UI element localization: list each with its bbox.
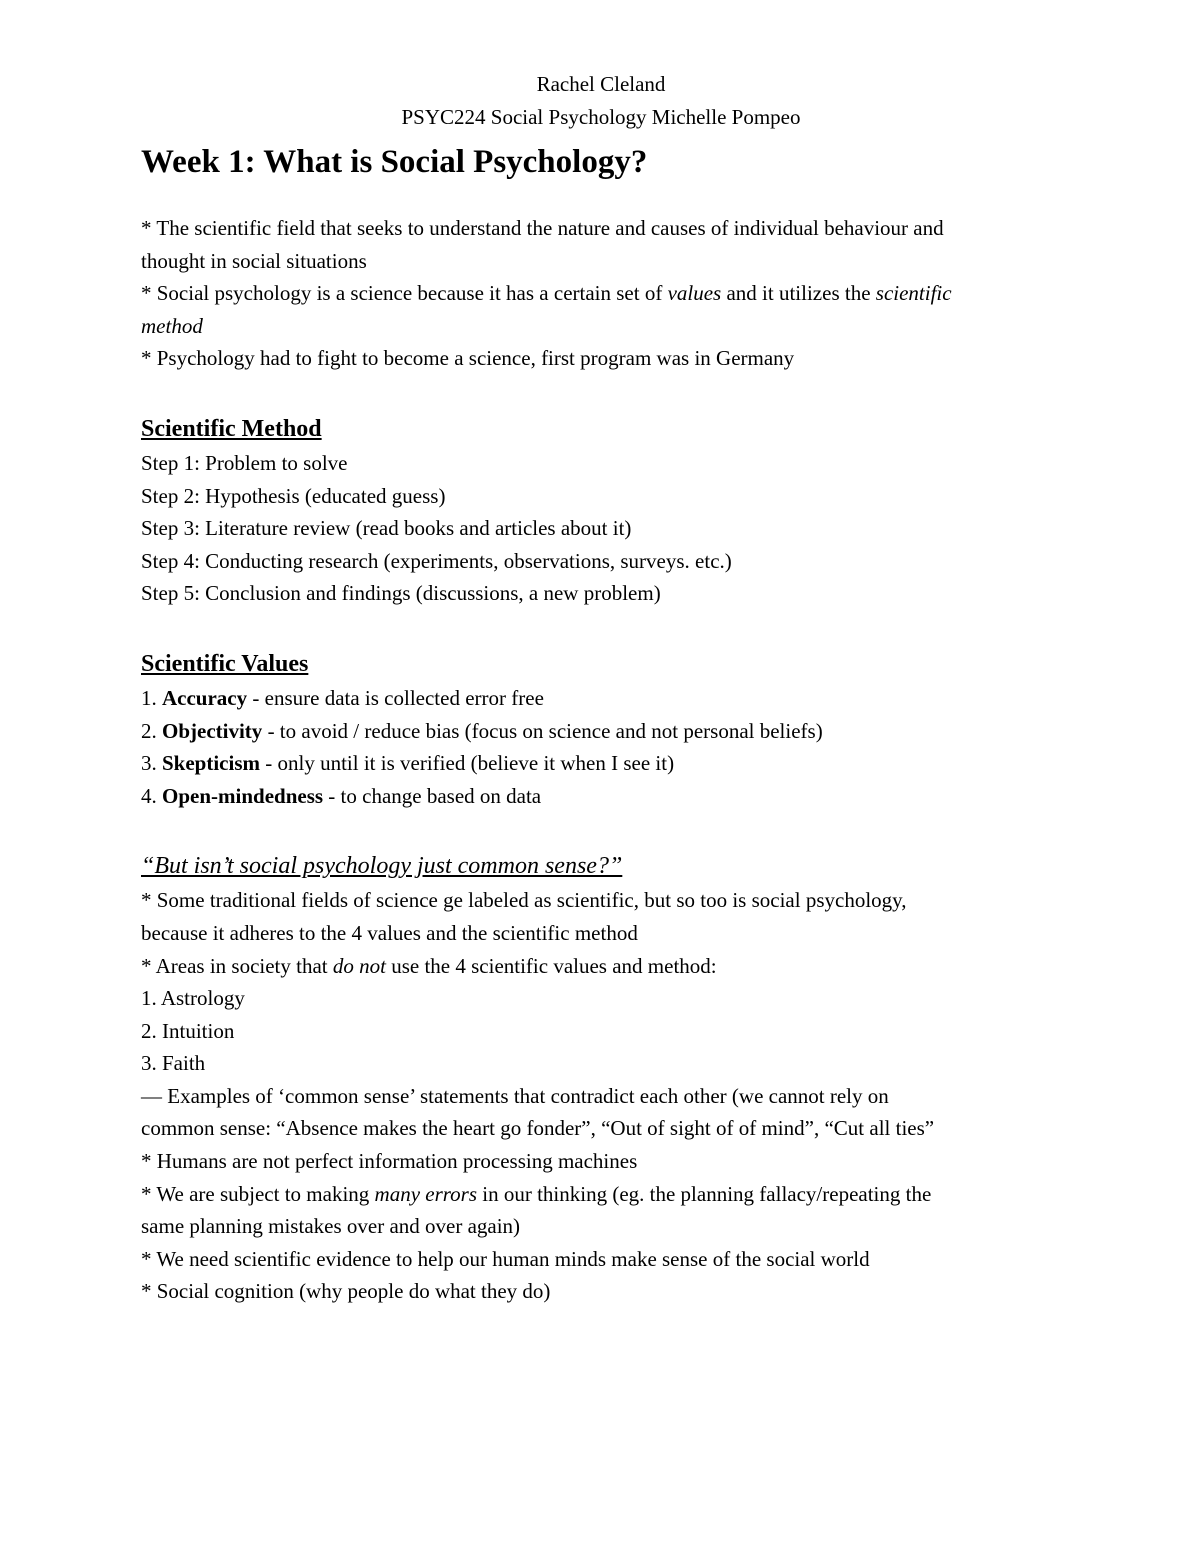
intro-values-emphasis: values bbox=[667, 281, 722, 306]
common-sense-line-10 bbox=[141, 1178, 1061, 1211]
scientific-values-heading: Scientific Values bbox=[141, 650, 309, 677]
common-sense-line-3-c: use the 4 scientific values and method: bbox=[385, 953, 717, 978]
common-sense-line-10-c: in our thinking (eg. the planning fallacy/repeating the bbox=[477, 1181, 932, 1206]
common-sense-line-2: because it adheres to the 4 values and the scientific method bbox=[141, 920, 638, 945]
common-sense-section bbox=[141, 848, 1061, 1308]
author-name: Rachel Cleland bbox=[536, 72, 666, 96]
intro-line-3 bbox=[141, 277, 1061, 310]
intro-line-3-c: and it utilizes the bbox=[721, 281, 876, 306]
value-item bbox=[141, 682, 1061, 715]
value-term: Objectivity bbox=[162, 718, 263, 743]
common-sense-line-1: * Some traditional fields of science ge labeled as scientific, but so too is social psychology, bbox=[141, 888, 907, 913]
value-number: 4. bbox=[141, 783, 162, 808]
method-step-5: Step 5: Conclusion and findings (discussions, a new problem) bbox=[141, 581, 661, 606]
intro-line-5: * Psychology had to fight to become a science, first program was in Germany bbox=[141, 346, 795, 371]
page-title: Week 1: What is Social Psychology? bbox=[141, 144, 648, 180]
scientific-method-section bbox=[141, 411, 1061, 610]
common-sense-line-10-a: * We are subject to making bbox=[141, 1181, 375, 1206]
common-sense-line-12: * We need scientific evidence to help our human minds make sense of the social world bbox=[141, 1246, 870, 1271]
value-description: - ensure data is collected error free bbox=[247, 685, 544, 710]
intro-line-1: * The scientific field that seeks to understand the nature and causes of individual behaviour and bbox=[141, 216, 944, 240]
value-number: 3. bbox=[141, 751, 162, 776]
value-description: - only until it is verified (believe it when I see it) bbox=[260, 751, 675, 776]
intro-section bbox=[141, 212, 1061, 375]
value-item bbox=[141, 780, 1061, 813]
common-sense-line-13: * Social cognition (why people do what they do) bbox=[141, 1279, 551, 1304]
common-sense-line-9: * Humans are not perfect information processing machines bbox=[141, 1149, 638, 1174]
do-not-emphasis: do not bbox=[332, 953, 386, 978]
many-errors-emphasis: many errors bbox=[374, 1181, 477, 1206]
value-description: - to change based on data bbox=[323, 783, 542, 808]
intro-line-4 bbox=[141, 310, 1061, 343]
value-description: - to avoid / reduce bias (focus on science and not personal beliefs) bbox=[262, 718, 823, 743]
common-sense-line-3-a: * Areas in society that bbox=[141, 953, 333, 978]
common-sense-line-7: — Examples of ‘common sense’ statements that contradict each other (we cannot rely on bbox=[141, 1083, 889, 1108]
intro-scientific-emphasis: scientific bbox=[875, 281, 952, 306]
value-item bbox=[141, 747, 1061, 780]
document-page bbox=[141, 68, 1061, 1308]
intro-line-3-a: * Social psychology is a science because it has a certain set of bbox=[141, 281, 668, 306]
intro-method-emphasis: method bbox=[141, 313, 203, 338]
value-term: Accuracy bbox=[162, 685, 248, 710]
common-sense-line-8: common sense: “Absence makes the heart go fonder”, “Out of sight of of mind”, “Cut all ties” bbox=[141, 1116, 935, 1141]
area-item-intuition: 2. Intuition bbox=[141, 1018, 235, 1043]
method-step-4: Step 4: Conducting research (experiments, observations, surveys. etc.) bbox=[141, 548, 732, 573]
method-step-3: Step 3: Literature review (read books and articles about it) bbox=[141, 516, 632, 541]
scientific-values-section bbox=[141, 646, 1061, 812]
common-sense-heading: “But isn’t social psychology just common sense?” bbox=[141, 853, 623, 880]
common-sense-line-3 bbox=[141, 950, 1061, 983]
intro-line-2: thought in social situations bbox=[141, 248, 367, 273]
course-info: PSYC224 Social Psychology Michelle Pompeo bbox=[401, 105, 801, 129]
method-step-2: Step 2: Hypothesis (educated guess) bbox=[141, 483, 446, 508]
value-term: Open-mindedness bbox=[162, 783, 324, 808]
area-item-astrology: 1. Astrology bbox=[141, 986, 245, 1011]
value-term: Skepticism bbox=[162, 751, 261, 776]
common-sense-line-11: same planning mistakes over and over again) bbox=[141, 1214, 521, 1239]
value-number: 2. bbox=[141, 718, 162, 743]
method-step-1: Step 1: Problem to solve bbox=[141, 450, 348, 475]
value-number: 1. bbox=[141, 685, 162, 710]
value-item bbox=[141, 715, 1061, 748]
area-item-faith: 3. Faith bbox=[141, 1051, 206, 1076]
scientific-method-heading: Scientific Method bbox=[141, 415, 322, 442]
